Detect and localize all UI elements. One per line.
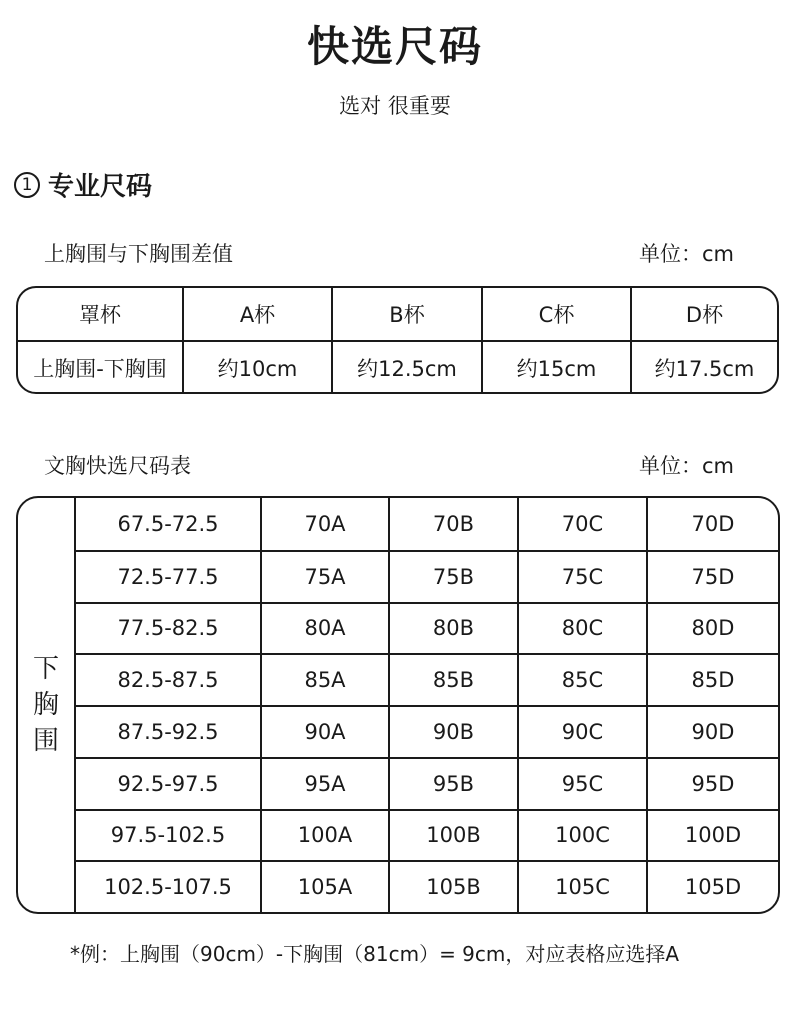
side-label-char: 下 — [32, 654, 59, 684]
size-cell: 90B — [388, 707, 517, 757]
table-row — [76, 550, 778, 602]
section-heading-text: 专业尺码 — [48, 172, 153, 202]
size-cell: 75D — [646, 552, 778, 602]
size-cell: 105D — [646, 862, 778, 912]
cup-difference-table — [16, 286, 779, 394]
table-row — [76, 602, 778, 654]
size-cell: 105C — [517, 862, 646, 912]
table-row — [18, 340, 777, 394]
table-cell: 约12.5cm — [331, 342, 481, 394]
size-cell: 100B — [388, 811, 517, 861]
size-cell: 80B — [388, 604, 517, 654]
table-cell: 约10cm — [182, 342, 331, 394]
size-cell: 85C — [517, 655, 646, 705]
page-title: 快选尺码 — [306, 22, 483, 71]
cup-table-unit: 单位：cm — [638, 242, 734, 266]
size-cell: 90A — [260, 707, 388, 757]
example-footnote: *例：上胸围（90cm）-下胸围（81cm）= 9cm，对应表格应选择A — [70, 942, 680, 966]
size-table-caption: 文胸快选尺码表 — [44, 454, 191, 478]
table-row — [76, 498, 778, 550]
range-cell: 67.5-72.5 — [117, 511, 219, 536]
size-cell: 70A — [260, 498, 388, 550]
table-row — [76, 757, 778, 809]
size-table-unit: 单位：cm — [638, 454, 734, 478]
range-cell: 102.5-107.5 — [104, 875, 232, 900]
table-header-cell: 罩杯 — [79, 303, 121, 327]
table-row — [76, 809, 778, 861]
size-cell: 85A — [260, 655, 388, 705]
size-cell: 100D — [646, 811, 778, 861]
size-cell: 85D — [646, 655, 778, 705]
table-header-cell: D杯 — [630, 288, 777, 340]
size-cell: 70C — [517, 498, 646, 550]
size-cell: 85B — [388, 655, 517, 705]
cup-table-caption: 上胸围与下胸围差值 — [44, 242, 233, 266]
size-cell: 100A — [260, 811, 388, 861]
size-cell: 95A — [260, 759, 388, 809]
section-number-badge: 1 — [14, 172, 40, 198]
size-cell: 80D — [646, 604, 778, 654]
range-cell: 92.5-97.5 — [117, 771, 219, 796]
table-cell: 上胸围-下胸围 — [33, 357, 167, 381]
size-cell: 95D — [646, 759, 778, 809]
size-chart-table — [16, 496, 780, 914]
page-subtitle: 选对 很重要 — [339, 94, 451, 118]
size-cell: 75C — [517, 552, 646, 602]
size-cell: 95C — [517, 759, 646, 809]
table-cell: 约15cm — [481, 342, 630, 394]
table-header-row — [18, 288, 777, 340]
table-cell: 约17.5cm — [630, 342, 777, 394]
size-cell: 80C — [517, 604, 646, 654]
underbust-side-label — [18, 498, 76, 912]
size-cell: 70D — [646, 498, 778, 550]
range-cell: 77.5-82.5 — [117, 616, 219, 641]
size-cell: 80A — [260, 604, 388, 654]
section-heading — [14, 166, 152, 203]
range-cell: 97.5-102.5 — [110, 823, 226, 848]
table-header-cell: B杯 — [331, 288, 481, 340]
table-header-cell: C杯 — [481, 288, 630, 340]
size-cell: 70B — [388, 498, 517, 550]
size-cell: 90C — [517, 707, 646, 757]
size-table-body — [76, 498, 778, 912]
size-cell: 95B — [388, 759, 517, 809]
table-row — [76, 653, 778, 705]
table-row — [76, 705, 778, 757]
size-cell: 75B — [388, 552, 517, 602]
table-header-cell: A杯 — [182, 288, 331, 340]
size-cell: 75A — [260, 552, 388, 602]
size-cell: 105B — [388, 862, 517, 912]
side-label-char: 围 — [32, 726, 59, 756]
table-row — [76, 860, 778, 912]
side-label-char: 胸 — [32, 690, 59, 720]
size-cell: 100C — [517, 811, 646, 861]
range-cell: 82.5-87.5 — [117, 668, 219, 693]
size-cell: 90D — [646, 707, 778, 757]
range-cell: 87.5-92.5 — [117, 719, 219, 744]
range-cell: 72.5-77.5 — [117, 564, 219, 589]
size-cell: 105A — [260, 862, 388, 912]
